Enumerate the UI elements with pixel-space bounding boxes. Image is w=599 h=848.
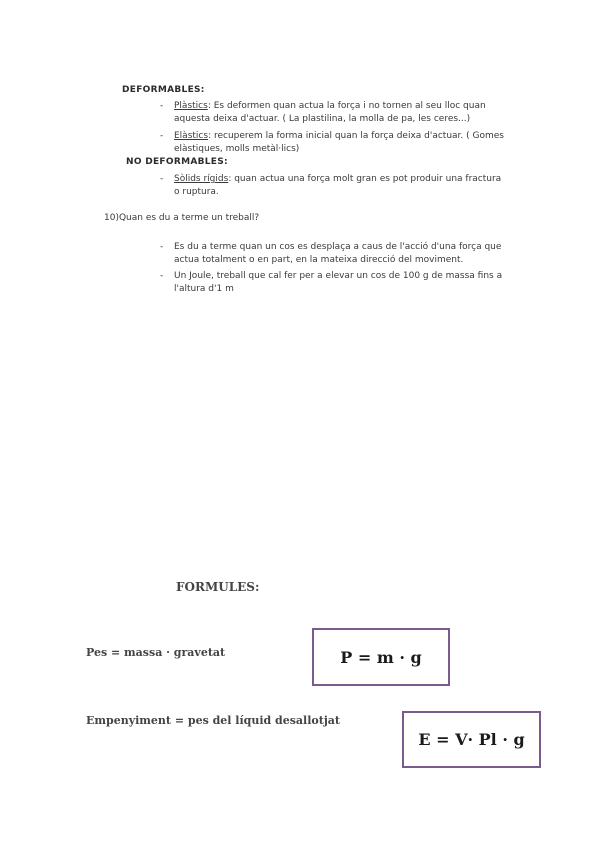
empenyiment-formula: E = V· Pl · g — [418, 730, 525, 749]
empenyiment-label: Empenyiment = pes del líquid desallotjat — [86, 714, 341, 727]
bullet-dash: - — [160, 271, 164, 281]
bullet-dash: - — [160, 131, 164, 141]
list-item-elastics — [174, 130, 509, 156]
deformables-heading: DEFORMABLES: — [122, 85, 205, 95]
pes-label: Pes = massa · gravetat — [86, 646, 226, 659]
bullet-dash: - — [160, 101, 164, 111]
answer-item-1: Es du a terme quan un cos es desplaça a caus de l'acció d'una força que actua totalment o en part, en la mateixa direcció del moviment. — [174, 242, 502, 265]
definition-elastics: : recuperem la forma inicial quan la força deixa d'actuar. ( Gomes elàstiques, molls metàl·lics) — [174, 131, 504, 154]
bullet-dash: - — [160, 174, 164, 184]
term-solids-rigids: Sòlids rígids — [174, 174, 229, 184]
term-elastics: Elàstics — [174, 131, 209, 141]
formules-heading: FORMULES: — [176, 580, 260, 594]
question-10: 10)Quan es du a terme un treball? — [104, 213, 260, 223]
empenyiment-formula-box — [402, 711, 541, 768]
bullet-dash: - — [160, 242, 164, 252]
list-item-solids-rigids — [174, 173, 509, 199]
answer-item-2: Un Joule, treball que cal fer per a elevar un cos de 100 g de massa fins a l'altura d'1 m — [174, 271, 503, 294]
pes-formula: P = m · g — [340, 647, 422, 667]
pes-formula-box — [312, 628, 450, 686]
definition-plastics: : Es deformen quan actua la força i no tornen al seu lloc quan aquesta deixa d'actuar. ( La plastilina, la molla de pa, les ceres...) — [174, 101, 486, 124]
term-plastics: Plàstics — [174, 101, 208, 111]
list-item-plastics — [174, 100, 509, 126]
no-deformables-heading: NO DEFORMABLES: — [126, 157, 228, 167]
definition-solids-rigids: : quan actua una força molt gran es pot produir una fractura o ruptura. — [174, 174, 502, 197]
